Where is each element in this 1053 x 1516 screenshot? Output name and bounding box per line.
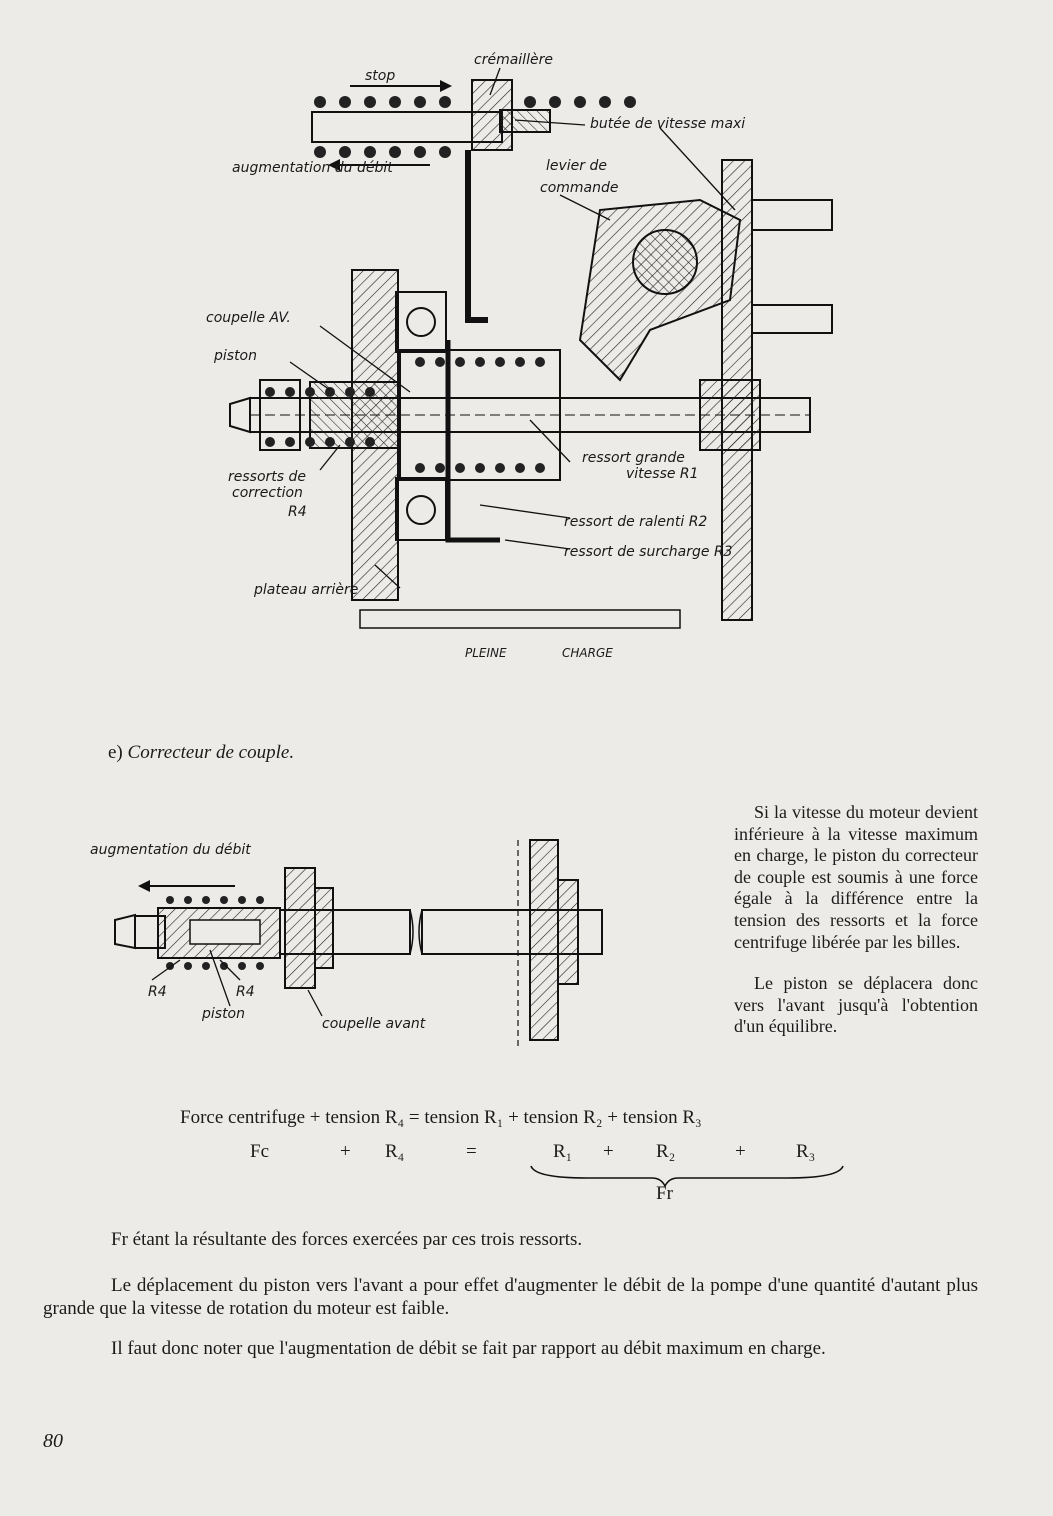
label-grande-1: ressort grande (582, 450, 685, 466)
right-column (734, 802, 978, 1038)
eq-r1: R₁ (553, 1141, 573, 1162)
label-surcharge: ressort de surcharge R3 (564, 544, 733, 560)
label-levier-2: commande (540, 180, 619, 196)
section-title (108, 742, 294, 764)
label-piston: piston (214, 348, 257, 364)
section-title-text: Correcteur de couple. (127, 742, 295, 763)
eq-r4: R₄ (385, 1141, 405, 1162)
page-number: 80 (43, 1430, 63, 1452)
label-r4: R4 (288, 504, 307, 520)
eq-plus-1: + (340, 1141, 351, 1162)
label-coupelle-av: coupelle AV. (206, 310, 291, 326)
fig2-label-piston: piston (202, 1006, 245, 1022)
label-augmentation: augmentation du débit (232, 160, 393, 176)
eq-r3: R₃ (796, 1141, 816, 1162)
eq-brace (527, 1162, 847, 1188)
fig2-label-augmentation: augmentation du débit (90, 842, 251, 858)
fig2-label-coupelle: coupelle avant (322, 1016, 426, 1032)
fig2-label-r4-right: R4 (236, 984, 255, 1000)
right-paragraph-2: Le piston se déplacera donc vers l'avant jusqu'à l'obtention d'un équilibre. (734, 973, 978, 1037)
governor-diagram (0, 0, 1053, 700)
equation-line-1: Force centrifuge + tension R₄ = tension R₁ + tension R₂ + tension R₃ (180, 1107, 702, 1128)
label-ralenti: ressort de ralenti R2 (564, 514, 708, 530)
paragraph-deplacement: Le déplacement du piston vers l'avant a pour effet d'augmenter le débit de la pompe d'une quantité d'autant plus grande que la vitesse de rotation du moteur est faible. (43, 1275, 978, 1319)
label-levier-1: levier de (546, 158, 607, 174)
torque-corrector-diagram (60, 820, 700, 1080)
eq-fc: Fc (250, 1141, 269, 1162)
eq-equals: = (466, 1141, 477, 1162)
label-butee: butée de vitesse maxi (590, 116, 746, 132)
paragraph-note: Il faut donc noter que l'augmentation de débit se fait par rapport au débit maximum en charge. (111, 1338, 826, 1359)
label-grande-2: vitesse R1 (626, 466, 699, 482)
section-prefix: e) (108, 742, 123, 763)
eq-fr: Fr (656, 1183, 673, 1204)
label-ressorts-1: ressorts de (228, 469, 307, 485)
right-paragraph-1: Si la vitesse du moteur devient inférieure à la vitesse maximum en charge, le piston du correcteur de couple est soumis à une force égale à la différence entre la tension des ressorts et la force centrifuge libérée par les billes. (734, 802, 978, 952)
label-cremaillere: crémaillère (474, 52, 553, 68)
fig2-label-r4-left: R4 (148, 984, 167, 1000)
label-stop: stop (365, 68, 396, 84)
eq-r2: R₂ (656, 1141, 676, 1162)
label-ressorts-2: correction (232, 485, 303, 501)
label-pleine: PLEINE (465, 646, 507, 660)
label-charge: CHARGE (562, 646, 613, 660)
label-plateau: plateau arrière (254, 582, 359, 598)
eq-plus-2: + (603, 1141, 614, 1162)
paragraph-fr: Fr étant la résultante des forces exercées par ces trois ressorts. (111, 1229, 583, 1250)
eq-plus-3: + (735, 1141, 746, 1162)
